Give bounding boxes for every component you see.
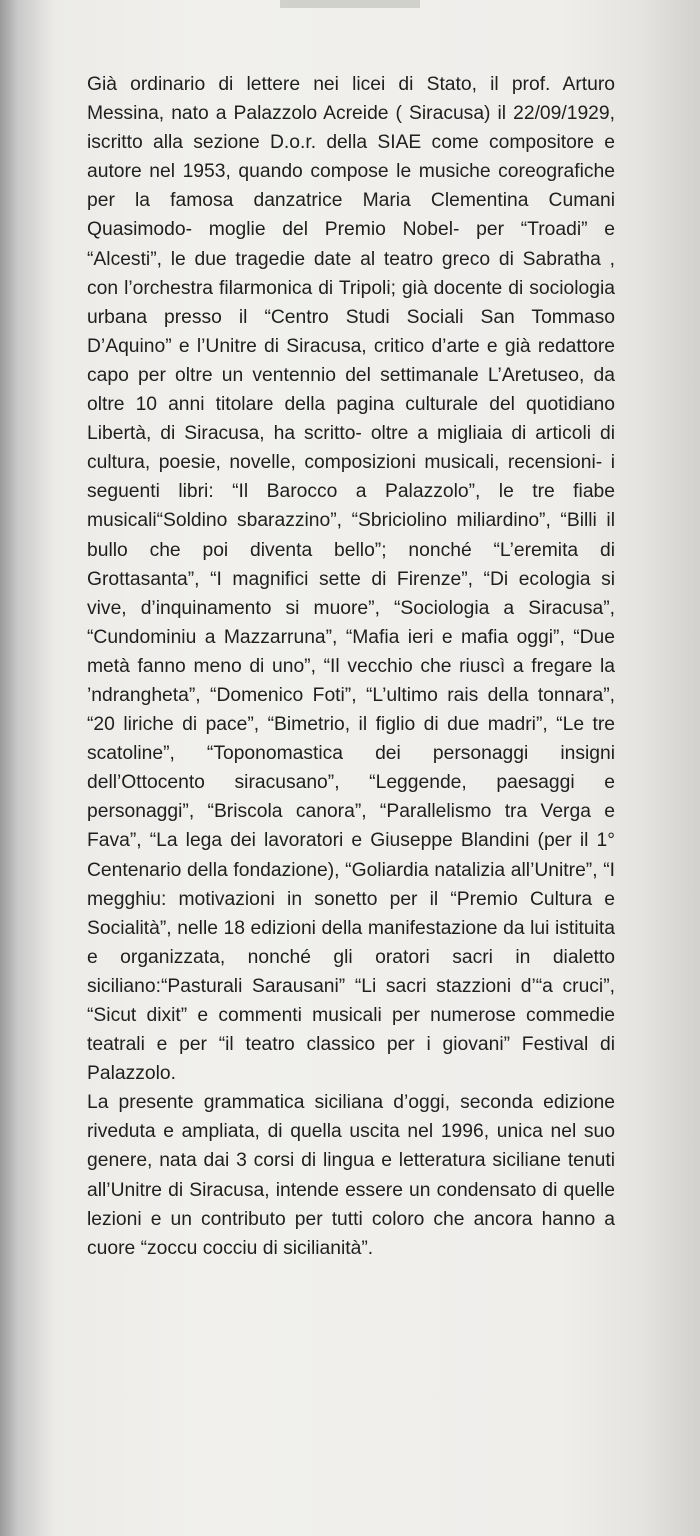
top-shadow — [280, 0, 420, 8]
grammar-intro-paragraph: La presente grammatica siciliana d’oggi, seconda edizione riveduta e ampliata, di quella uscita nel 1996, unica nel suo genere, nata dai 3 corsi di lingua e letteratura siciliane tenuti all’Unitre di Siracusa, intende essere un condensato di quelle lezioni e un contributo per tutti coloro che ancora hanno a cuore “zoccu cocciu di sicilianità”. — [87, 1092, 615, 1259]
author-biography-text — [87, 70, 615, 1263]
biography-paragraph: Già ordinario di lettere nei licei di Stato, il prof. Arturo Messina, nato a Palazzolo Acreide ( Siracusa) il 22/09/1929, iscritto alla sezione D.o.r. della SIAE come compositore e autore nel 1953, quando compose le musiche coreografiche per la famosa danzatrice Maria Clementina Cumani Quasimodo- moglie del Premio Nobel- per “Troadi” e “Alcesti”, le due tragedie date al teatro greco di Sabratha , con l’orchestra filarmonica di Tripoli; già docente di sociologia urbana presso il “Centro Studi Sociali San Tommaso D’Aquino” e l’Unitre di Siracusa, critico d’arte e già redattore capo per oltre un ventennio del settimanale L’Aretuseo, da oltre 10 anni titolare della pagina culturale del quotidiano Libertà, di Siracusa, ha scritto- oltre a migliaia di articoli di cultura, poesie, novelle, composizioni musicali, recensioni- i seguenti libri: “Il Barocco a Palazzolo”, le tre fiabe musicali“Soldino sbarazzino”, “Sbriciolino miliardino”, “Billi il bullo che poi diventa bello”; nonché “L’eremita di Grottasanta”, “I magnifici sette di Firenze”, “Di ecologia si vive, d’inquinamento si muore”, “Sociologia a Siracusa”, “Cundominiu a Mazzarruna”, “Mafia ieri e mafia oggi”, “Due metà fanno meno di uno”, “Il vecchio che riuscì a fregare la ’ndrangheta”, “Domenico Foti”, “L’ultimo rais della tonnara”, “20 liriche di pace”, “Bimetrio, il figlio di due madri”, “Le tre scatoline”, “Toponomastica dei personaggi insigni dell’Ottocento siracusano”, “Leggende, paesaggi e personaggi”, “Briscola canora”, “Parallelismo tra Verga e Fava”, “La lega dei lavoratori e Giuseppe Blandini (per il 1° Centenario della fondazione), “Goliardia natalizia all’Unitre”, “I megghiu: motivazioni in sonetto per il “Premio Cultura e Socialità”, nelle 18 edizioni della manifestazione da lui istituita e organizzata, nonché gli oratori sacri in dialetto siciliano:“Pasturali Sarausani” “Li sacri stazzioni d’“a cruci”, “Sicut dixit” e commenti musicali per numerose commedie teatrali e per “il teatro classico per i giovani” Festival di Palazzolo. — [87, 74, 615, 1085]
